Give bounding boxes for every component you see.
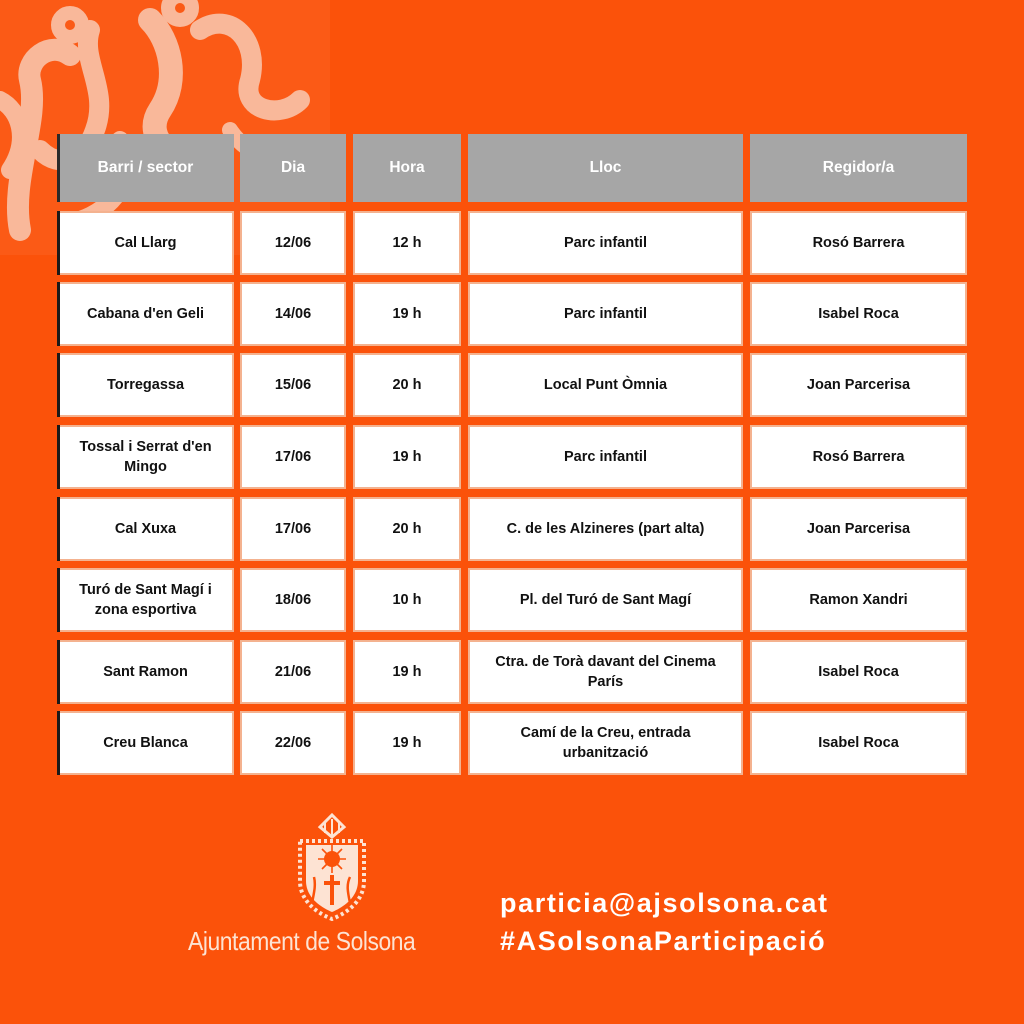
column-header-lloc: Lloc — [468, 134, 743, 202]
table-cell-dia: 21/06 — [240, 640, 346, 704]
table-cell-barri: Cabana d'en Geli — [57, 282, 234, 346]
table-cell-hora: 20 h — [353, 353, 461, 417]
table-cell-regidor: Isabel Roca — [750, 640, 967, 704]
table-cell-lloc: Parc infantil — [468, 211, 743, 275]
table-cell-lloc: C. de les Alzineres (part alta) — [468, 497, 743, 561]
column-header-barri: Barri / sector — [57, 134, 234, 202]
campaign-hashtag: #ASolsonaParticipació — [500, 926, 827, 956]
table-cell-barri: Sant Ramon — [57, 640, 234, 704]
header-left-edge — [57, 134, 60, 202]
contact-block — [500, 884, 829, 960]
table-cell-barri: Cal Llarg — [57, 211, 234, 275]
table-cell-regidor: Isabel Roca — [750, 711, 967, 775]
table-cell-lloc: Local Punt Òmnia — [468, 353, 743, 417]
column-header-hora: Hora — [353, 134, 461, 202]
organization-name: Ajuntament de Solsona — [188, 926, 416, 956]
table-cell-lloc: Parc infantil — [468, 425, 743, 489]
table-cell-barri: Cal Xuxa — [57, 497, 234, 561]
table-row-edge — [57, 425, 60, 489]
table-row-edge — [57, 497, 60, 561]
table-row-edge — [57, 282, 60, 346]
table-cell-regidor: Rosó Barrera — [750, 425, 967, 489]
table-cell-regidor: Joan Parcerisa — [750, 353, 967, 417]
table-cell-dia: 17/06 — [240, 497, 346, 561]
table-cell-barri: Tossal i Serrat d'en Mingo — [57, 425, 234, 489]
table-cell-hora: 19 h — [353, 711, 461, 775]
table-cell-regidor: Ramon Xandri — [750, 568, 967, 632]
table-cell-lloc: Pl. del Turó de Sant Magí — [468, 568, 743, 632]
table-cell-dia: 12/06 — [240, 211, 346, 275]
table-cell-lloc: Camí de la Creu, entrada urbanització — [468, 711, 743, 775]
table-cell-regidor: Joan Parcerisa — [750, 497, 967, 561]
table-cell-lloc: Parc infantil — [468, 282, 743, 346]
table-cell-lloc: Ctra. de Torà davant del Cinema París — [468, 640, 743, 704]
table-cell-dia: 15/06 — [240, 353, 346, 417]
table-cell-barri: Torregassa — [57, 353, 234, 417]
table-cell-dia: 17/06 — [240, 425, 346, 489]
table-cell-dia: 14/06 — [240, 282, 346, 346]
table-cell-hora: 20 h — [353, 497, 461, 561]
table-cell-hora: 19 h — [353, 425, 461, 489]
column-header-regidor: Regidor/a — [750, 134, 967, 202]
table-row-edge — [57, 211, 60, 275]
table-cell-dia: 18/06 — [240, 568, 346, 632]
table-cell-barri: Turó de Sant Magí i zona esportiva — [57, 568, 234, 632]
table-cell-hora: 10 h — [353, 568, 461, 632]
table-cell-hora: 12 h — [353, 211, 461, 275]
table-cell-regidor: Isabel Roca — [750, 282, 967, 346]
table-cell-dia: 22/06 — [240, 711, 346, 775]
table-cell-barri: Creu Blanca — [57, 711, 234, 775]
table-cell-regidor: Rosó Barrera — [750, 211, 967, 275]
table-row-edge — [57, 353, 60, 417]
table-row-edge — [57, 568, 60, 632]
column-header-dia: Dia — [240, 134, 346, 202]
table-row-edge — [57, 711, 60, 775]
contact-email[interactable]: particia@ajsolsona.cat — [500, 888, 829, 918]
table-row-edge — [57, 640, 60, 704]
solsona-coat-of-arms-icon — [292, 813, 372, 921]
table-cell-hora: 19 h — [353, 640, 461, 704]
table-cell-hora: 19 h — [353, 282, 461, 346]
